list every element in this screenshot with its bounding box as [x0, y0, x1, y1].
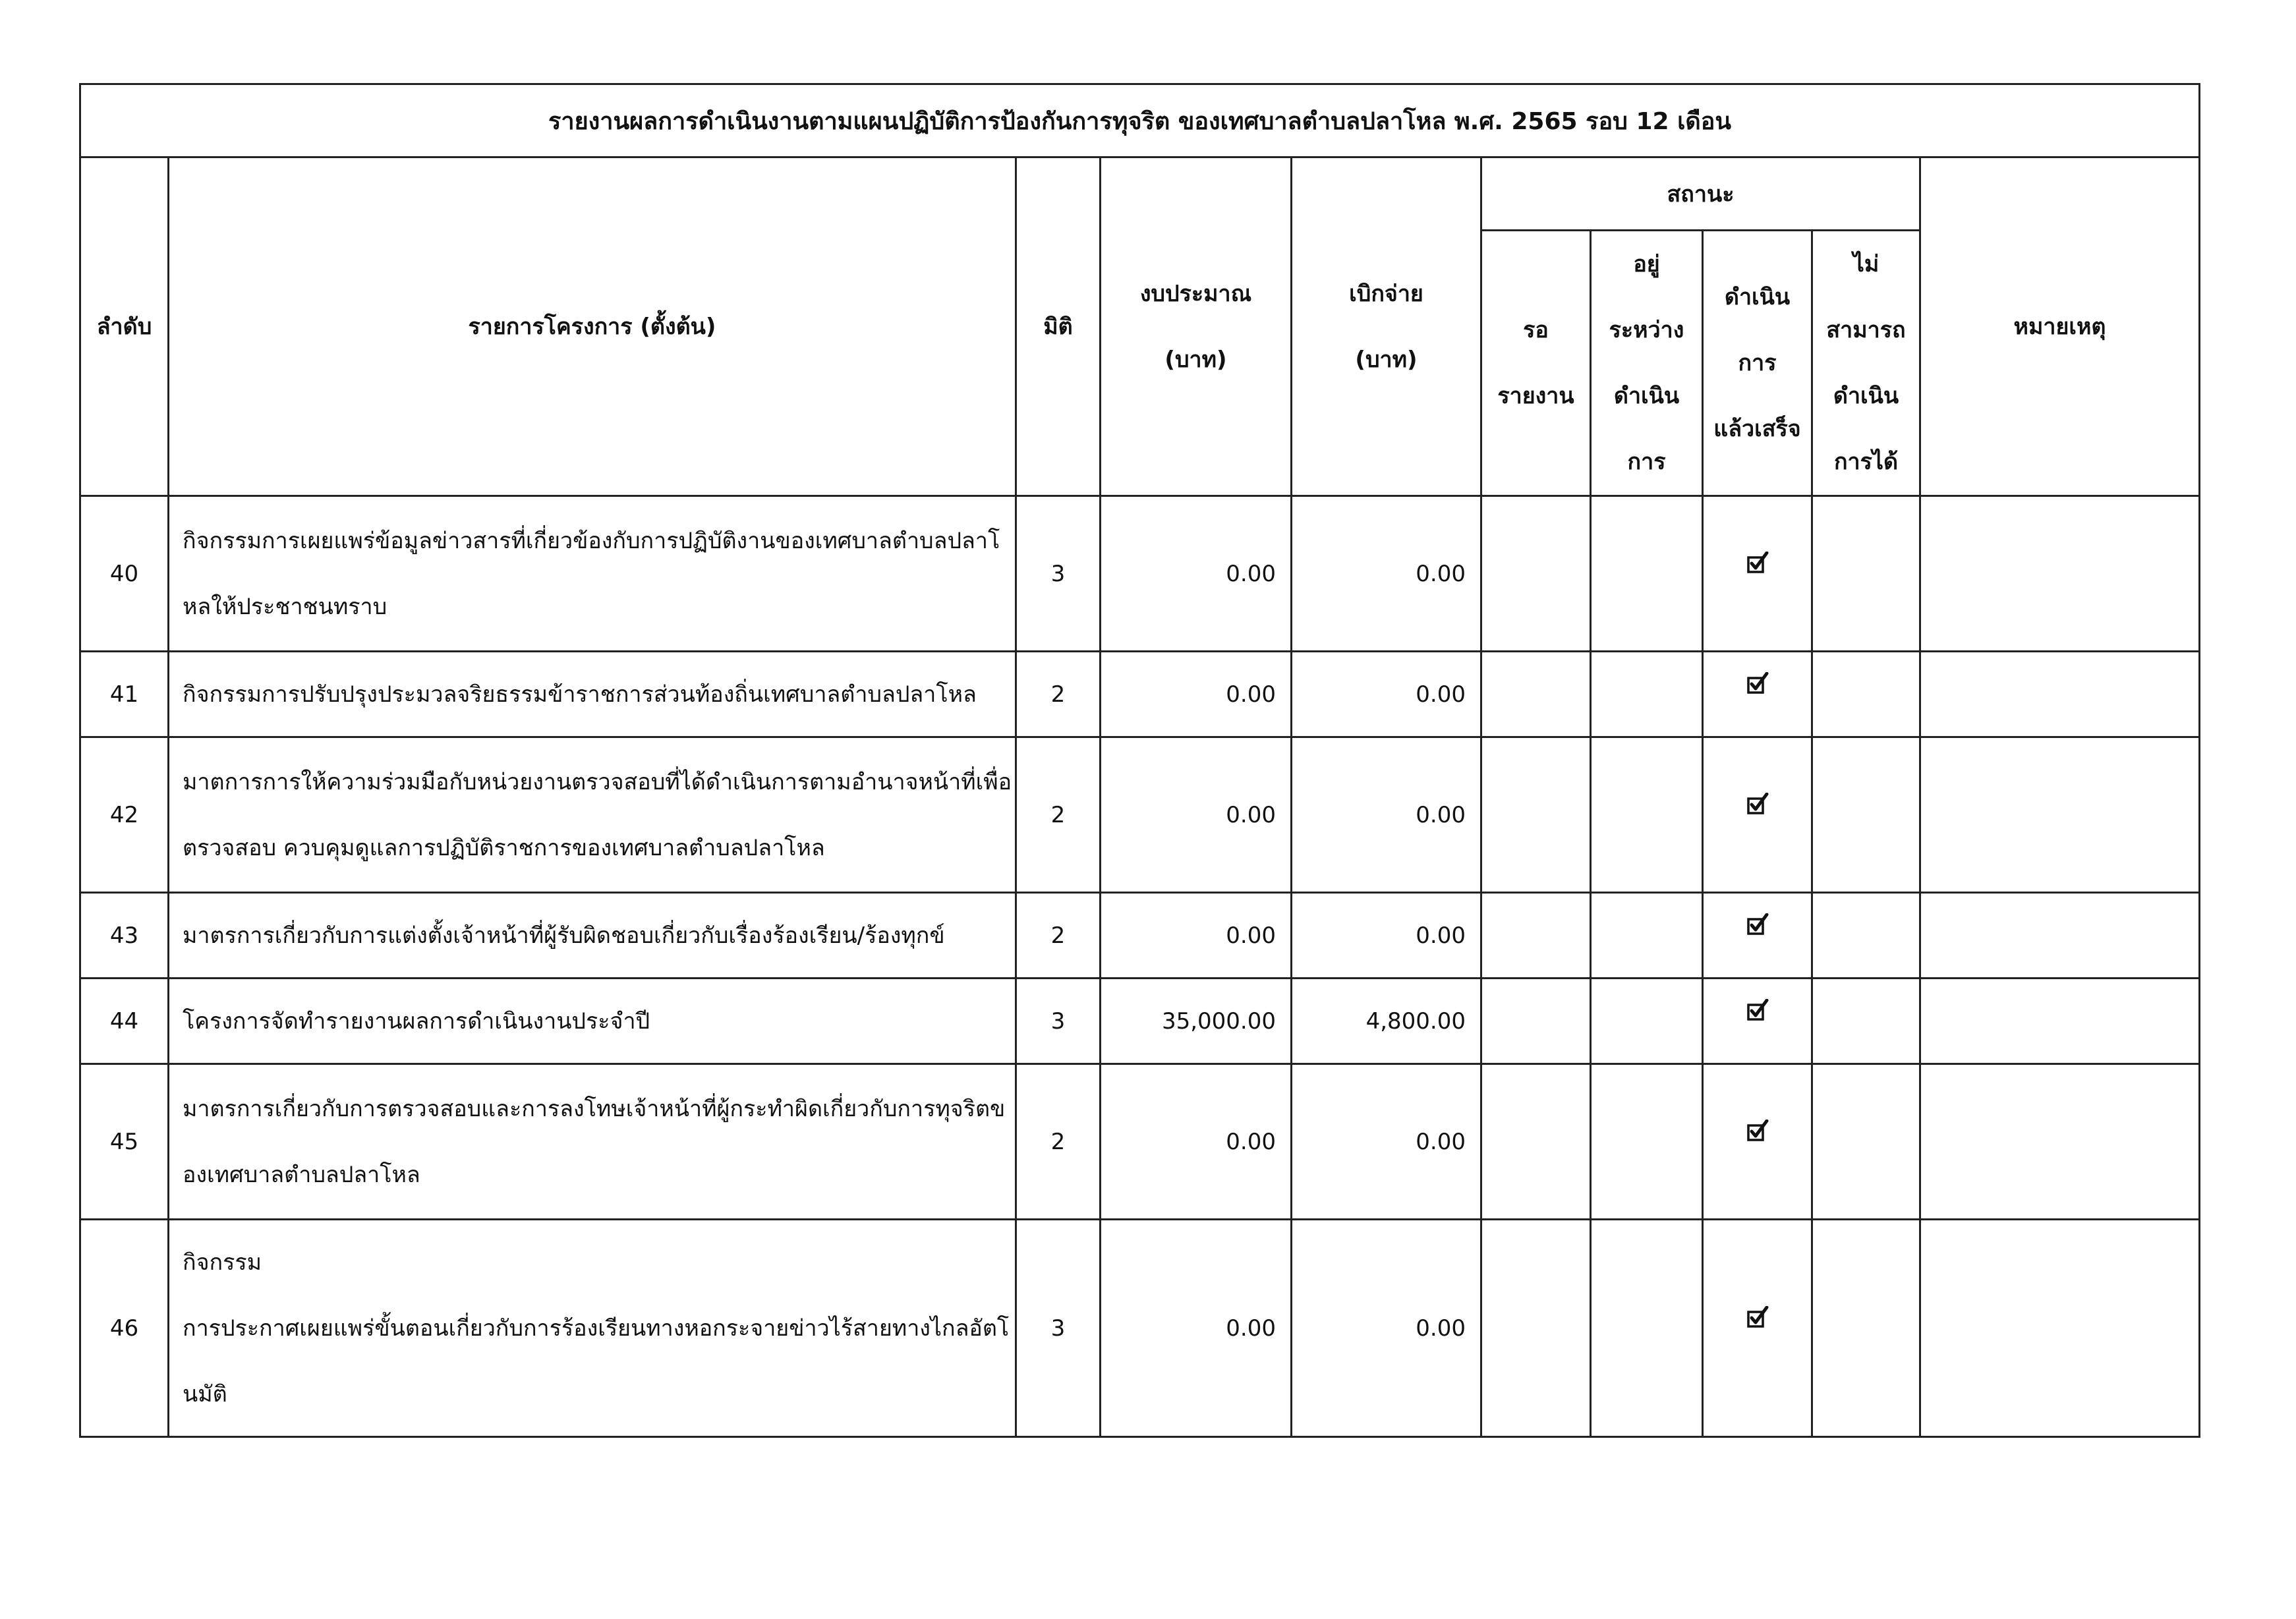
- status-cell: [1591, 652, 1703, 737]
- project-name-line: กิจกรรมการปรับปรุงประมวลจริยธรรมข้าราชการส่วนท้องถิ่นเทศบาลตำบลปลาโหล: [183, 681, 977, 708]
- project-name-line: หลให้ประชาชนทราบ: [183, 593, 387, 620]
- project-name-line: โครงการจัดทำรายงานผลการดำเนินงานประจำปี: [183, 1008, 650, 1035]
- status-cell: [1591, 1220, 1703, 1437]
- disbursed-value: 0.00: [1292, 1220, 1481, 1437]
- project-name: [169, 893, 1016, 979]
- header-budget: [1101, 157, 1292, 496]
- project-name-line: การประกาศเผยแพร่ขั้นตอนเกี่ยวกับการร้องเรียนทางหอกระจายข่าวไร้สายทางไกลอัตโ: [183, 1315, 1010, 1342]
- header-status-done-line: แล้วเสร็จ: [1713, 416, 1801, 442]
- disbursed-value: 0.00: [1292, 893, 1481, 979]
- dimension-value: 2: [1016, 652, 1101, 737]
- dimension-value: 2: [1016, 893, 1101, 979]
- table-row: [80, 496, 2200, 652]
- project-name-line: มาตรการเกี่ยวกับการแต่งตั้งเจ้าหน้าที่ผู้รับผิดชอบเกี่ยวกับเรื่องร้องเรียน/ร้องทุกข์: [183, 922, 945, 949]
- dimension-value: 3: [1016, 1220, 1101, 1437]
- project-name-line: กิจกรรม: [183, 1249, 262, 1276]
- status-cell: [1812, 1220, 1920, 1437]
- status-cell: [1591, 737, 1703, 893]
- status-cell: [1481, 737, 1591, 893]
- disbursed-value: 0.00: [1292, 496, 1481, 652]
- disbursed-value: 0.00: [1292, 652, 1481, 737]
- budget-value: 0.00: [1101, 737, 1292, 893]
- budget-value: 35,000.00: [1101, 979, 1292, 1064]
- checked-box-icon: [1746, 672, 1769, 695]
- checked-box-icon: [1746, 1306, 1769, 1328]
- status-cell: [1812, 737, 1920, 893]
- status-cell: [1812, 1064, 1920, 1220]
- status-cell: [1481, 893, 1591, 979]
- header-status-waiting: [1481, 231, 1591, 496]
- header-status-unable-line: ไม่: [1852, 251, 1880, 277]
- header-status-done-line: การ: [1738, 350, 1777, 376]
- report-sheet: [79, 83, 2198, 1438]
- disbursed-value: 0.00: [1292, 1064, 1481, 1220]
- status-cell: [1703, 1064, 1812, 1220]
- budget-value: 0.00: [1101, 1064, 1292, 1220]
- header-status-unable: [1812, 231, 1920, 496]
- dimension-value: 2: [1016, 1064, 1101, 1220]
- checked-box-icon: [1746, 793, 1769, 815]
- header-status-in-progress-line: ดำเนิน: [1613, 383, 1680, 409]
- checked-box-icon: [1746, 913, 1769, 936]
- header-disbursed-line: เบิกจ่าย: [1349, 280, 1423, 307]
- project-name: [169, 1220, 1016, 1437]
- project-name: [169, 737, 1016, 893]
- table-row: [80, 893, 2200, 979]
- remark-cell: [1920, 979, 2200, 1064]
- checked-box-icon: [1746, 1120, 1769, 1142]
- project-name: [169, 979, 1016, 1064]
- dimension-value: 2: [1016, 737, 1101, 893]
- header-status-unable-line: สามารถ: [1826, 317, 1906, 343]
- project-name: [169, 652, 1016, 737]
- status-cell: [1591, 979, 1703, 1064]
- status-cell: [1812, 979, 1920, 1064]
- table-body: [80, 496, 2200, 1437]
- project-name-line: มาตการการให้ความร่วมมือกับหน่วยงานตรวจสอบที่ได้ดำเนินการตามอำนาจหน้าที่เพื่อ: [183, 768, 1012, 795]
- remark-cell: [1920, 737, 2200, 893]
- header-status-unable-line: การได้: [1833, 449, 1899, 475]
- checked-box-icon: [1746, 999, 1769, 1021]
- budget-value: 0.00: [1101, 1220, 1292, 1437]
- status-cell: [1703, 737, 1812, 893]
- header-disbursed-unit: (บาท): [1355, 346, 1418, 373]
- report-table: [79, 83, 2200, 1438]
- table-row: [80, 737, 2200, 893]
- project-name: [169, 496, 1016, 652]
- header-disbursed: [1292, 157, 1481, 496]
- remark-cell: [1920, 1220, 2200, 1437]
- project-name-line: มาตรการเกี่ยวกับการตรวจสอบและการลงโทษเจ้าหน้าที่ผู้กระทำผิดเกี่ยวกับการทุจริตข: [183, 1095, 1006, 1122]
- header-status-waiting-line: รอ: [1523, 317, 1549, 343]
- project-name-line: ตรวจสอบ ควบคุมดูแลการปฏิบัติราชการของเทศบาลตำบลปลาโหล: [183, 834, 825, 861]
- row-number: 43: [80, 893, 169, 979]
- status-cell: [1703, 652, 1812, 737]
- project-name: [169, 1064, 1016, 1220]
- table-row: [80, 1064, 2200, 1220]
- report-title: รายงานผลการดำเนินงานตามแผนปฏิบัติการป้องกันการทุจริต ของเทศบาลตำบลปลาโหล พ.ศ. 2565 รอบ 12 เดือน: [80, 84, 2200, 157]
- disbursed-value: 4,800.00: [1292, 979, 1481, 1064]
- header-remark: หมายเหตุ: [1920, 157, 2200, 496]
- project-name-line: องเทศบาลตำบลปลาโหล: [183, 1161, 420, 1188]
- project-name-line: นมัติ: [183, 1380, 227, 1407]
- status-cell: [1481, 496, 1591, 652]
- budget-value: 0.00: [1101, 496, 1292, 652]
- status-cell: [1481, 979, 1591, 1064]
- status-cell: [1812, 893, 1920, 979]
- budget-value: 0.00: [1101, 652, 1292, 737]
- row-number: 42: [80, 737, 169, 893]
- remark-cell: [1920, 496, 2200, 652]
- status-cell: [1591, 893, 1703, 979]
- header-status-in-progress-line: อยู่: [1633, 251, 1660, 277]
- header-status-in-progress: [1591, 231, 1703, 496]
- status-cell: [1703, 496, 1812, 652]
- header-status-done: [1703, 231, 1812, 496]
- status-cell: [1703, 893, 1812, 979]
- status-cell: [1481, 652, 1591, 737]
- header-budget-unit: (บาท): [1164, 346, 1227, 373]
- table-row: [80, 979, 2200, 1064]
- checked-box-icon: [1746, 552, 1769, 574]
- header-status-in-progress-line: ระหว่าง: [1609, 317, 1684, 343]
- row-number: 41: [80, 652, 169, 737]
- status-cell: [1591, 496, 1703, 652]
- disbursed-value: 0.00: [1292, 737, 1481, 893]
- row-number: 46: [80, 1220, 169, 1437]
- status-cell: [1481, 1064, 1591, 1220]
- table-row: [80, 652, 2200, 737]
- status-cell: [1812, 496, 1920, 652]
- row-number: 45: [80, 1064, 169, 1220]
- remark-cell: [1920, 1064, 2200, 1220]
- dimension-value: 3: [1016, 979, 1101, 1064]
- row-number: 40: [80, 496, 169, 652]
- remark-cell: [1920, 893, 2200, 979]
- header-budget-line: งบประมาณ: [1139, 280, 1252, 307]
- header-no: ลำดับ: [80, 157, 169, 496]
- header-status-in-progress-line: การ: [1627, 449, 1666, 475]
- row-number: 44: [80, 979, 169, 1064]
- header-status-unable-line: ดำเนิน: [1833, 383, 1899, 409]
- status-cell: [1591, 1064, 1703, 1220]
- header-dimension: มิติ: [1016, 157, 1101, 496]
- table-row: [80, 1220, 2200, 1437]
- header-status-waiting-line: รายงาน: [1497, 383, 1574, 409]
- budget-value: 0.00: [1101, 893, 1292, 979]
- dimension-value: 3: [1016, 496, 1101, 652]
- remark-cell: [1920, 652, 2200, 737]
- status-cell: [1703, 1220, 1812, 1437]
- status-cell: [1812, 652, 1920, 737]
- status-cell: [1481, 1220, 1591, 1437]
- header-status: สถานะ: [1481, 157, 1920, 231]
- project-name-line: กิจกรรมการเผยแพร่ข้อมูลข่าวสารที่เกี่ยวข้องกับการปฏิบัติงานของเทศบาลตำบลปลาโ: [183, 527, 1000, 554]
- status-cell: [1703, 979, 1812, 1064]
- header-project: รายการโครงการ (ตั้งต้น): [169, 157, 1016, 496]
- header-status-done-line: ดำเนิน: [1724, 284, 1791, 310]
